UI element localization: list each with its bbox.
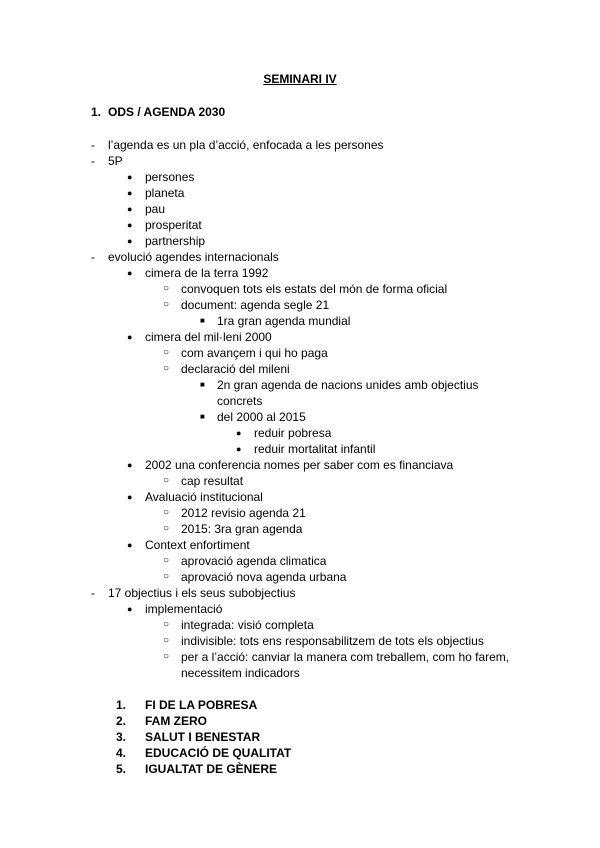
bullet-marker: ● — [127, 268, 133, 278]
dash-marker: - — [91, 154, 95, 168]
list-item-climatica: aprovació agenda climatica — [181, 554, 327, 568]
list-item-urbana: aprovació nova agenda urbana — [181, 570, 347, 584]
circle-marker: ○ — [163, 555, 170, 566]
list-item-integrada: integrada: visió completa — [181, 618, 314, 632]
list-item-indivisible: indivisible: tots ens responsabilitzem de tots els objectius — [181, 634, 484, 648]
list-item-revisio: 2012 revisio agenda 21 — [181, 506, 306, 520]
square-marker: ■ — [200, 316, 205, 325]
circle-marker: ○ — [163, 507, 170, 518]
circle-marker: ○ — [163, 651, 170, 662]
list-item-partnership: partnership — [145, 234, 206, 248]
goal-label: FI DE LA POBRESA — [145, 698, 258, 712]
goal-number: 3. — [116, 730, 127, 744]
page-title: SEMINARI IV — [263, 72, 337, 86]
list-item-com-avancem: com avançem i qui ho paga — [181, 346, 328, 360]
goal-number: 2. — [116, 714, 127, 728]
list-item-reduir-mortalitat: reduir mortalitat infantil — [254, 442, 376, 456]
list-item-segona-cont: concrets — [217, 394, 263, 408]
list-item-context: Context enfortiment — [145, 538, 250, 552]
goal-label: FAM ZERO — [145, 714, 207, 728]
bullet-marker: ● — [236, 428, 242, 438]
list-item-planeta: planeta — [145, 186, 185, 200]
list-item-persones: persones — [145, 170, 195, 184]
circle-marker: ○ — [163, 363, 170, 374]
circle-marker: ○ — [163, 299, 170, 310]
bullet-marker: ● — [127, 604, 133, 614]
list-item-primera: 1ra gran agenda mundial — [217, 314, 351, 328]
circle-marker: ○ — [163, 475, 170, 486]
list-item-tercera: 2015: 3ra gran agenda — [181, 522, 303, 536]
list-item-pau: pau — [145, 202, 166, 216]
section-heading: ODS / AGENDA 2030 — [108, 105, 226, 119]
bullet-marker: ● — [127, 220, 133, 230]
bullet-marker: ● — [127, 236, 133, 246]
goal-number: 1. — [116, 698, 127, 712]
circle-marker: ○ — [163, 619, 170, 630]
list-item-del2000: del 2000 al 2015 — [217, 410, 306, 424]
list-item-evolucio: evolució agendes internacionals — [108, 250, 279, 264]
dash-marker: - — [91, 250, 95, 264]
list-item-objectius: 17 objectius i els seus subobjectius — [108, 586, 296, 600]
list-item-document: document: agenda segle 21 — [181, 298, 330, 312]
circle-marker: ○ — [163, 283, 170, 294]
bullet-marker: ● — [127, 204, 133, 214]
list-item-segona: 2n gran agenda de nacions unides amb objectius — [217, 378, 479, 392]
dash-marker: - — [91, 586, 95, 600]
list-item-accio-cont: necessitem indicadors — [181, 666, 300, 680]
circle-marker: ○ — [163, 635, 170, 646]
square-marker: ■ — [200, 412, 205, 421]
list-item-5p: 5P — [108, 154, 123, 168]
list-item-convoquen: convoquen tots els estats del món de forma oficial — [181, 282, 448, 296]
list-item-agenda: l’agenda es un pla d’acció, enfocada a les persones — [108, 138, 384, 152]
list-item-declaracio: declaració del mileni — [181, 362, 290, 376]
bullet-marker: ● — [127, 188, 133, 198]
list-item-cap-resultat: cap resultat — [181, 474, 244, 488]
goal-label: SALUT I BENESTAR — [145, 730, 261, 744]
bullet-marker: ● — [127, 540, 133, 550]
bullet-marker: ● — [236, 444, 242, 454]
bullet-marker: ● — [127, 460, 133, 470]
circle-marker: ○ — [163, 523, 170, 534]
list-item-cimera-mileni: cimera del mil·leni 2000 — [145, 330, 272, 344]
list-item-prosperitat: prosperitat — [145, 218, 202, 232]
circle-marker: ○ — [163, 571, 170, 582]
list-item-conferencia: 2002 una conferencia nomes per saber com es financiava — [145, 458, 454, 472]
circle-marker: ○ — [163, 347, 170, 358]
list-item-accio: per a l’acció: canviar la manera com treballem, com ho farem, — [181, 650, 510, 664]
list-item-cimera-terra: cimera de la terra 1992 — [145, 266, 269, 280]
list-item-avaluacio: Avaluació institucional — [145, 490, 263, 504]
goal-label: IGUALTAT DE GÈNERE — [145, 762, 277, 776]
square-marker: ■ — [200, 380, 205, 389]
section-number: 1. — [91, 105, 102, 119]
goal-label: EDUCACIÓ DE QUALITAT — [145, 746, 292, 760]
list-item-implementacio: implementació — [145, 602, 223, 616]
goal-number: 4. — [116, 746, 127, 760]
dash-marker: - — [91, 138, 95, 152]
list-item-reduir-pobresa: reduir pobresa — [254, 426, 332, 440]
bullet-marker: ● — [127, 492, 133, 502]
goal-number: 5. — [116, 762, 127, 776]
bullet-marker: ● — [127, 172, 133, 182]
bullet-marker: ● — [127, 332, 133, 342]
